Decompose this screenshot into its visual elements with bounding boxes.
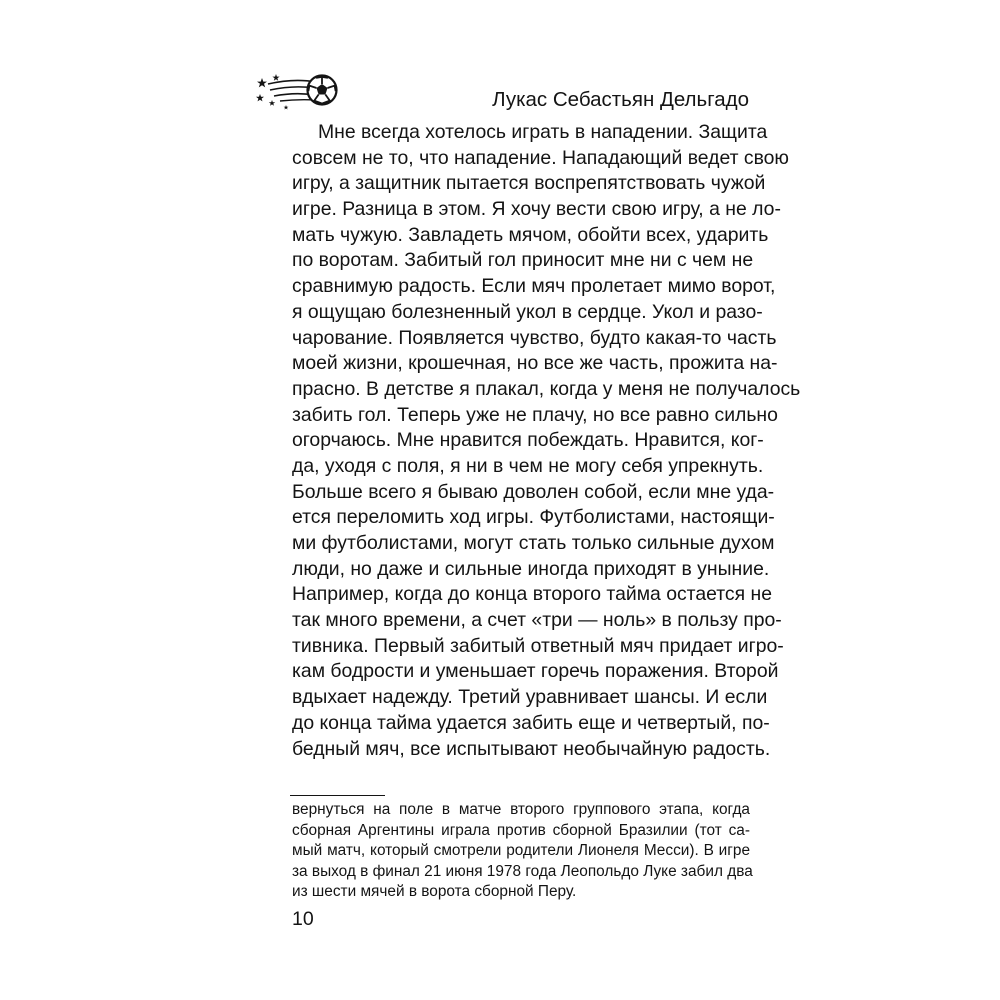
- footnote-line: мый матч, который смотрели родители Лионеля Месси). В игре: [292, 842, 750, 860]
- text-line: моей жизни, крошечная, но все же часть, прожита на-: [292, 352, 778, 375]
- text-line: люди, но даже и сильные иногда приходят в уныние.: [292, 557, 770, 580]
- text-line: совсем не то, что нападение. Нападающий ведет свою: [292, 146, 789, 169]
- text-line: ется переломить ход игры. Футболистами, настоящи-: [292, 506, 775, 529]
- text-line: кам бодрости и уменьшает горечь поражения. Второй: [292, 660, 779, 683]
- text-line: тивника. Первый забитый ответный мяч придает игро-: [292, 634, 784, 657]
- text-line: да, уходя с поля, я ни в чем не могу себя упрекнуть.: [292, 454, 764, 477]
- text-line: игру, а защитник пытается воспрепятствовать чужой: [292, 172, 766, 195]
- footnote-line: из шести мячей в ворота сборной Перу.: [292, 883, 577, 901]
- footnote-line: сборная Аргентины играла против сборной Бразилии (тот са-: [292, 821, 750, 839]
- running-head: Лукас Себастьян Дельгадо: [492, 88, 749, 111]
- text-line: вдыхает надежду. Третий уравнивает шансы. И если: [292, 686, 768, 709]
- soccer-ball-with-stars-icon: [254, 70, 338, 110]
- text-line: чарование. Появляется чувство, будто какая-то часть: [292, 326, 777, 349]
- text-line: мать чужую. Завладеть мячом, обойти всех, ударить: [292, 223, 769, 246]
- footnote-rule: [290, 795, 385, 796]
- footnote-line: за выход в финал 21 июня 1978 года Леопольдо Луке забил два: [292, 862, 753, 880]
- text-line: Мне всегда хотелось играть в нападении. Защита: [318, 121, 768, 143]
- text-line: по воротам. Забитый гол приносит мне ни с чем не: [292, 249, 754, 272]
- text-line: прасно. В детстве я плакал, когда у меня не получалось: [292, 377, 801, 400]
- footnote: [292, 800, 753, 903]
- page-number: 10: [292, 908, 314, 930]
- text-line: Например, когда до конца второго тайма остается не: [292, 583, 773, 606]
- text-line: Больше всего я бываю доволен собой, если мне уда-: [292, 480, 775, 503]
- text-line: до конца тайма удается забить еще и четвертый, по-: [292, 711, 770, 734]
- text-line: сравнимую радость. Если мяч пролетает мимо ворот,: [292, 275, 776, 298]
- footnote-line: вернуться на поле в матче второго группового этапа, когда: [292, 801, 750, 818]
- text-line: бедный мяч, все испытывают необычайную радость.: [292, 737, 771, 760]
- text-line: ми футболистами, могут стать только сильные духом: [292, 532, 775, 554]
- text-line: я ощущаю болезненный укол в сердце. Укол и разо-: [292, 300, 763, 323]
- text-line: забить гол. Теперь уже не плачу, но все равно сильно: [292, 403, 778, 426]
- main-text: [292, 120, 801, 762]
- text-line: так много времени, а счет «три — ноль» в пользу про-: [292, 609, 782, 632]
- text-line: игре. Разница в этом. Я хочу вести свою игру, а не ло-: [292, 198, 781, 221]
- text-line: огорчаюсь. Мне нравится побеждать. Нравится, ког-: [292, 429, 764, 452]
